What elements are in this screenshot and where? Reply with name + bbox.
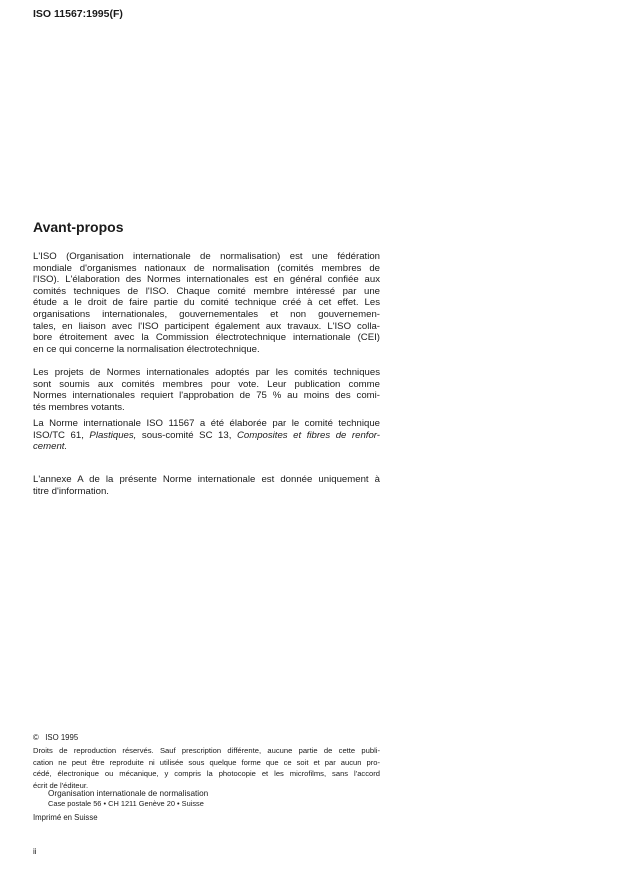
rights-line: cation ne peut être reproduite ni utilisée sous quelque forme que ce soit et par aucun pro- — [33, 757, 380, 767]
text-segment: L'annexe A de la présente Norme internationale est donnée uniquement à — [33, 474, 380, 485]
text-segment: titre d'information. — [33, 485, 109, 497]
text-line — [33, 390, 380, 402]
rights-line: Droits de reproduction réservés. Sauf prescription différente, aucune partie de cette publi- — [33, 746, 380, 755]
text-segment: mondiale d'organismes nationaux de normalisation (comités membres de — [33, 262, 380, 274]
text-segment: sont soumis aux comités membres pour vote. Leur publication comme — [33, 378, 380, 390]
printed-in: Imprimé en Suisse — [33, 813, 98, 822]
organization-name: Organisation internationale de normalisation — [48, 789, 209, 798]
rights-line: cédé, électronique ou mécanique, y compris la photocopie et les microfilms, sans l'accord — [33, 769, 380, 779]
text-segment: sous-comité SC 13, — [136, 429, 237, 441]
text-segment: ISO/TC 61, — [33, 429, 90, 441]
text-line — [33, 402, 380, 414]
section-title: Avant-propos — [33, 219, 124, 235]
text-line — [33, 344, 380, 356]
text-segment: bore étroitement avec la Commission électrotechnique internationale (CEI) — [33, 332, 380, 344]
text-line — [33, 251, 380, 263]
text-line — [33, 474, 380, 486]
text-segment: La Norme internationale ISO 11567 a été élaborée par le comité technique — [33, 418, 380, 429]
text-line — [33, 430, 380, 442]
text-line — [33, 441, 380, 453]
paragraph-3 — [33, 418, 380, 453]
text-segment: L'ISO (Organisation internationale de normalisation) est une fédération — [33, 251, 380, 262]
text-line — [33, 379, 380, 391]
italic-text: cement. — [33, 441, 68, 453]
text-segment: étude a le droit de faire partie du comité technique créé à cet effet. Les — [33, 297, 380, 309]
text-line — [33, 297, 380, 309]
organization-address: Case postale 56 • CH 1211 Genève 20 • Suisse — [48, 799, 204, 808]
text-segment: Les projets de Normes internationales adoptés par les comités techniques — [33, 367, 380, 378]
text-line — [33, 321, 380, 333]
page-number: ii — [33, 847, 37, 856]
text-line — [33, 286, 380, 298]
document-header: ISO 11567:1995(F) — [33, 8, 123, 20]
text-segment: tés membres votants. — [33, 401, 125, 413]
text-segment: en ce qui concerne la normalisation électrotechnique. — [33, 343, 260, 355]
text-line — [33, 367, 380, 379]
text-segment: tales, en liaison avec l'ISO participent également aux travaux. L'ISO colla- — [33, 320, 380, 332]
text-segment: Normes internationales requiert l'approbation de 75 % au moins des comi- — [33, 390, 380, 402]
text-line — [33, 274, 380, 286]
text-segment: l'ISO). L'élaboration des Normes internationales est en général confiée aux — [33, 274, 380, 286]
text-segment: organisations internationales, gouvernementales et non gouvernemen- — [33, 308, 380, 320]
paragraph-1 — [33, 251, 380, 355]
copyright-notice: © ISO 1995 — [33, 733, 79, 742]
text-line — [33, 418, 380, 430]
italic-text: Plastiques, — [89, 429, 137, 441]
text-line — [33, 309, 380, 321]
rights-line: écrit de l'éditeur. — [33, 780, 89, 790]
text-line — [33, 332, 380, 344]
organization-block — [48, 789, 208, 809]
paragraph-4 — [33, 474, 380, 497]
text-segment: comités techniques de l'ISO. Chaque comité membre intéressé par une — [33, 285, 380, 297]
text-line — [33, 486, 380, 498]
rights-statement — [33, 745, 380, 791]
paragraph-2 — [33, 367, 380, 413]
text-line — [33, 263, 380, 275]
italic-text: Composites et fibres de renfor- — [236, 429, 380, 441]
